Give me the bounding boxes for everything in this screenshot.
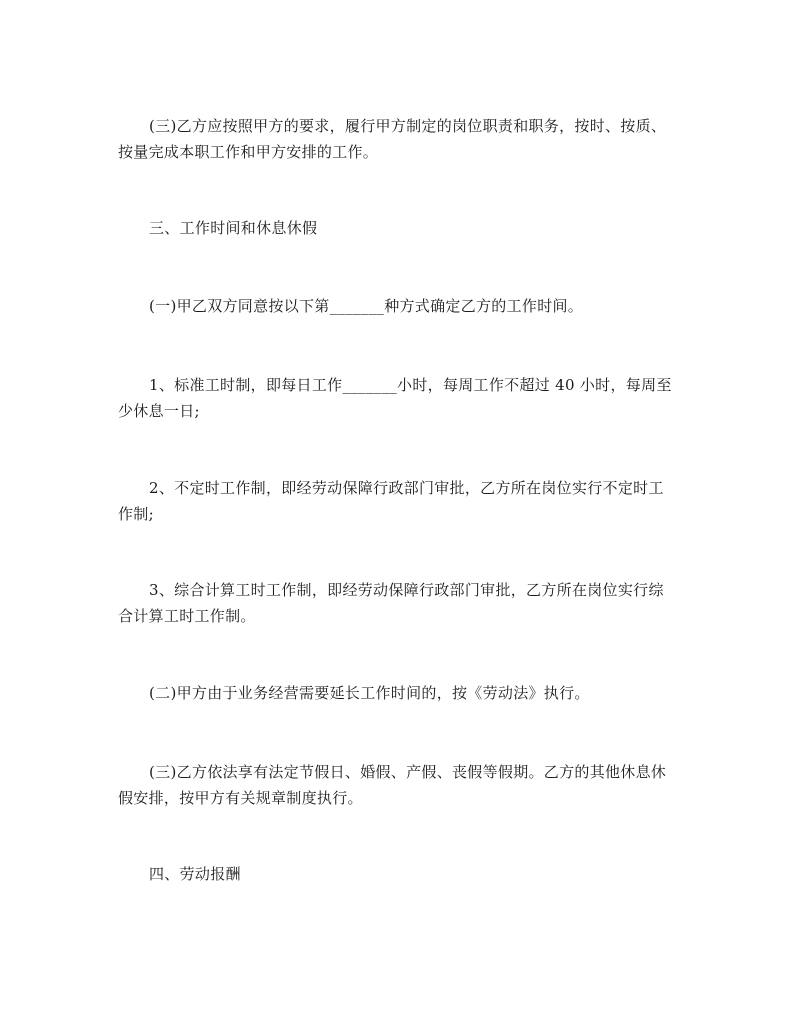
- paragraph-line: 合计算工时工作制。: [118, 607, 256, 625]
- paragraph-line: (一)甲乙双方同意按以下第_______种方式确定乙方的工作时间。: [149, 297, 584, 315]
- paragraph-flexible-hours: [118, 475, 678, 527]
- paragraph-comprehensive-hours: [118, 577, 678, 629]
- paragraph-holidays: [118, 759, 678, 811]
- paragraph-line: 3、综合计算工时工作制，即经劳动保障行政部门审批，乙方所在岗位实行综: [149, 581, 664, 599]
- section-heading-remuneration: [118, 861, 678, 887]
- paragraph-work-time-method: [118, 293, 678, 319]
- paragraph-line: 按量完成本职工作和甲方安排的工作。: [118, 143, 379, 161]
- paragraph-line: (三)乙方依法享有法定节假日、婚假、产假、丧假等假期。乙方的其他休息休: [149, 763, 667, 781]
- paragraph-standard-hours: [118, 372, 678, 424]
- paragraph-duty-fulfillment: [118, 113, 678, 165]
- section-heading-text: 四、劳动报酬: [149, 865, 241, 883]
- paragraph-line: 假安排，按甲方有关规章制度执行。: [118, 789, 363, 807]
- paragraph-line: 少休息一日;: [118, 402, 200, 420]
- paragraph-line: 2、不定时工作制，即经劳动保障行政部门审批，乙方所在岗位实行不定时工: [149, 479, 664, 497]
- section-heading-text: 三、工作时间和休息休假: [149, 219, 318, 237]
- paragraph-line: (三)乙方应按照甲方的要求，履行甲方制定的岗位职责和职务，按时、按质、: [149, 117, 667, 135]
- section-heading-work-hours: [118, 215, 678, 241]
- paragraph-overtime: [118, 680, 678, 706]
- paragraph-line: 作制;: [118, 505, 154, 523]
- paragraph-line: (二)甲方由于业务经营需要延长工作时间的，按《劳动法》执行。: [149, 684, 590, 702]
- paragraph-line: 1、标准工时制，即每日工作_______小时，每周工作不超过 40 小时，每周至: [149, 376, 672, 394]
